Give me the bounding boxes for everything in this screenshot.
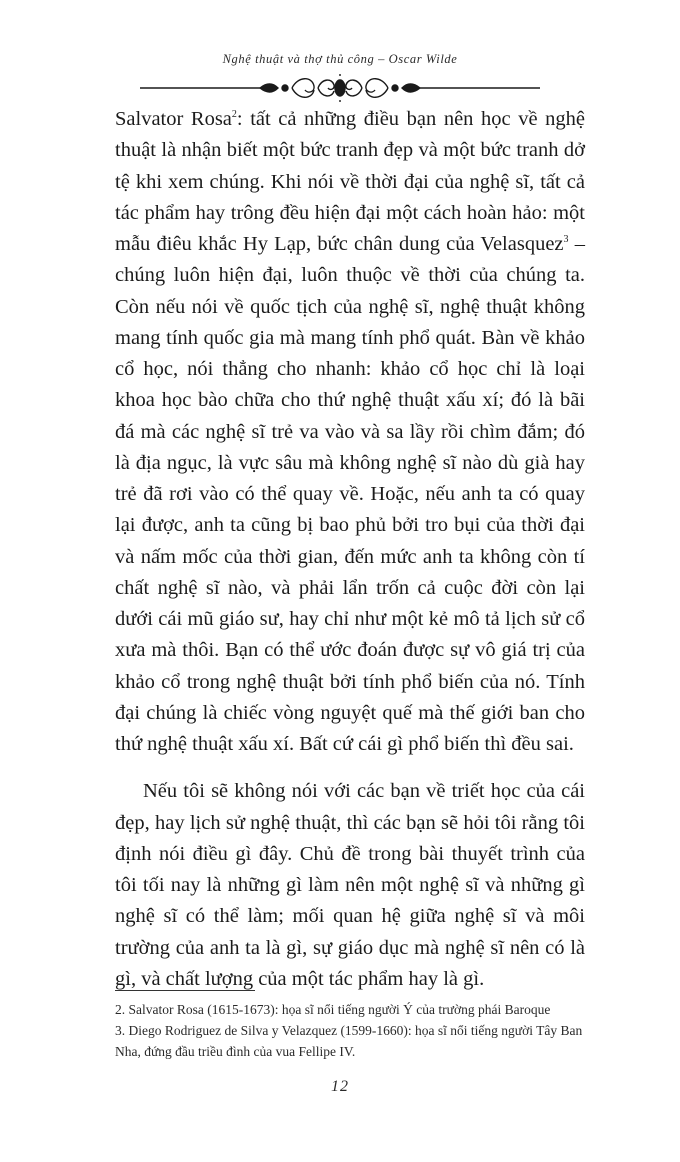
- footnote-divider: [115, 990, 255, 991]
- footnote-ref-3[interactable]: 3: [563, 234, 569, 245]
- page-number: 12: [331, 1078, 349, 1095]
- body-text: [115, 104, 585, 995]
- paragraph-2: Nếu tôi sẽ không nói với các bạn về triết học của cái đẹp, hay lịch sử nghệ thuật, thì các bạn sẽ hỏi tôi rằng tôi định nói điều gì đây. Chủ đề trong bài thuyết trình của tôi tối nay là những gì làm nên một nghệ sĩ và những gì nghệ sĩ có thể làm; mối quan hệ giữa nghệ sĩ và môi trường của anh ta là gì, sự giáo dục mà nghệ sĩ nên có là gì, và chất lượng của một tác phẩm hay là gì.: [115, 780, 585, 990]
- paragraph-1: [115, 104, 585, 760]
- paragraph-1-middle: : tất cả những điều bạn nên học về nghệ thuật là nhận biết một bức tranh đẹp và một bức tranh dở tệ khi xem chúng. Khi nói về thời đại của nghệ sĩ, tất cả tác phẩm hay trông đều hiện đại một cách hoàn hảo: một mẫu điêu khắc Hy Lạp, bức chân dung của Velasquez: [115, 108, 585, 255]
- running-title: Nghệ thuật và thợ thủ công – Oscar Wilde: [222, 52, 458, 66]
- footnotes: [115, 999, 585, 1062]
- paragraph-1-start: Salvator Rosa: [115, 108, 232, 130]
- footnote-2: 2. Salvator Rosa (1615-1673): họa sĩ nổi tiếng người Ý của trường phái Baroque: [115, 1002, 551, 1017]
- footnote-ref-2[interactable]: 2: [231, 109, 237, 120]
- footnote-3: 3. Diego Rodriguez de Silva y Velazquez (1599-1660): họa sĩ nổi tiếng người Tây Ban Nha, đứng đầu triều đình của vua Fellipe IV.: [115, 1023, 583, 1059]
- paragraph-1-end: – chúng luôn hiện đại, luôn thuộc về thời của chúng ta. Còn nếu nói về quốc tịch của nghệ sĩ, nghệ thuật không mang tính quốc gia mà mang tính phổ quát. Bàn về khảo cổ học, nói thẳng cho nhanh: khảo cổ học chỉ là loại khoa học bào chữa cho thứ nghệ thuật xấu xí; đó là bãi đá mà các nghệ sĩ trẻ va vào và sa lầy rồi chìm đắm; đó là địa ngục, là vực sâu mà không nghệ sĩ nào dù già hay trẻ đã rơi vào có thể quay về. Hoặc, nếu anh ta có quay lại được, anh ta cũng bị bao phủ bởi tro bụi của thời đại và nấm mốc của thời gian, đến mức anh ta không còn tí chất nghệ sĩ nào, và phải lẩn trốn cả cuộc đời còn lại dưới cái mũ giáo sư, hay chỉ như một kẻ mô tả lịch sử cổ xưa mà thôi. Bạn có thể ước đoán được sự vô giá trị của khảo cổ trong nghệ thuật bởi tính phổ biến của nó. Tính đại chúng là chiếc vòng nguyệt quế mà thế giới ban cho thứ nghệ thuật xấu xí. Bất cứ cái gì phổ biến thì đều sai.: [115, 233, 585, 755]
- scroll-flourish-ornament-icon: [140, 73, 540, 103]
